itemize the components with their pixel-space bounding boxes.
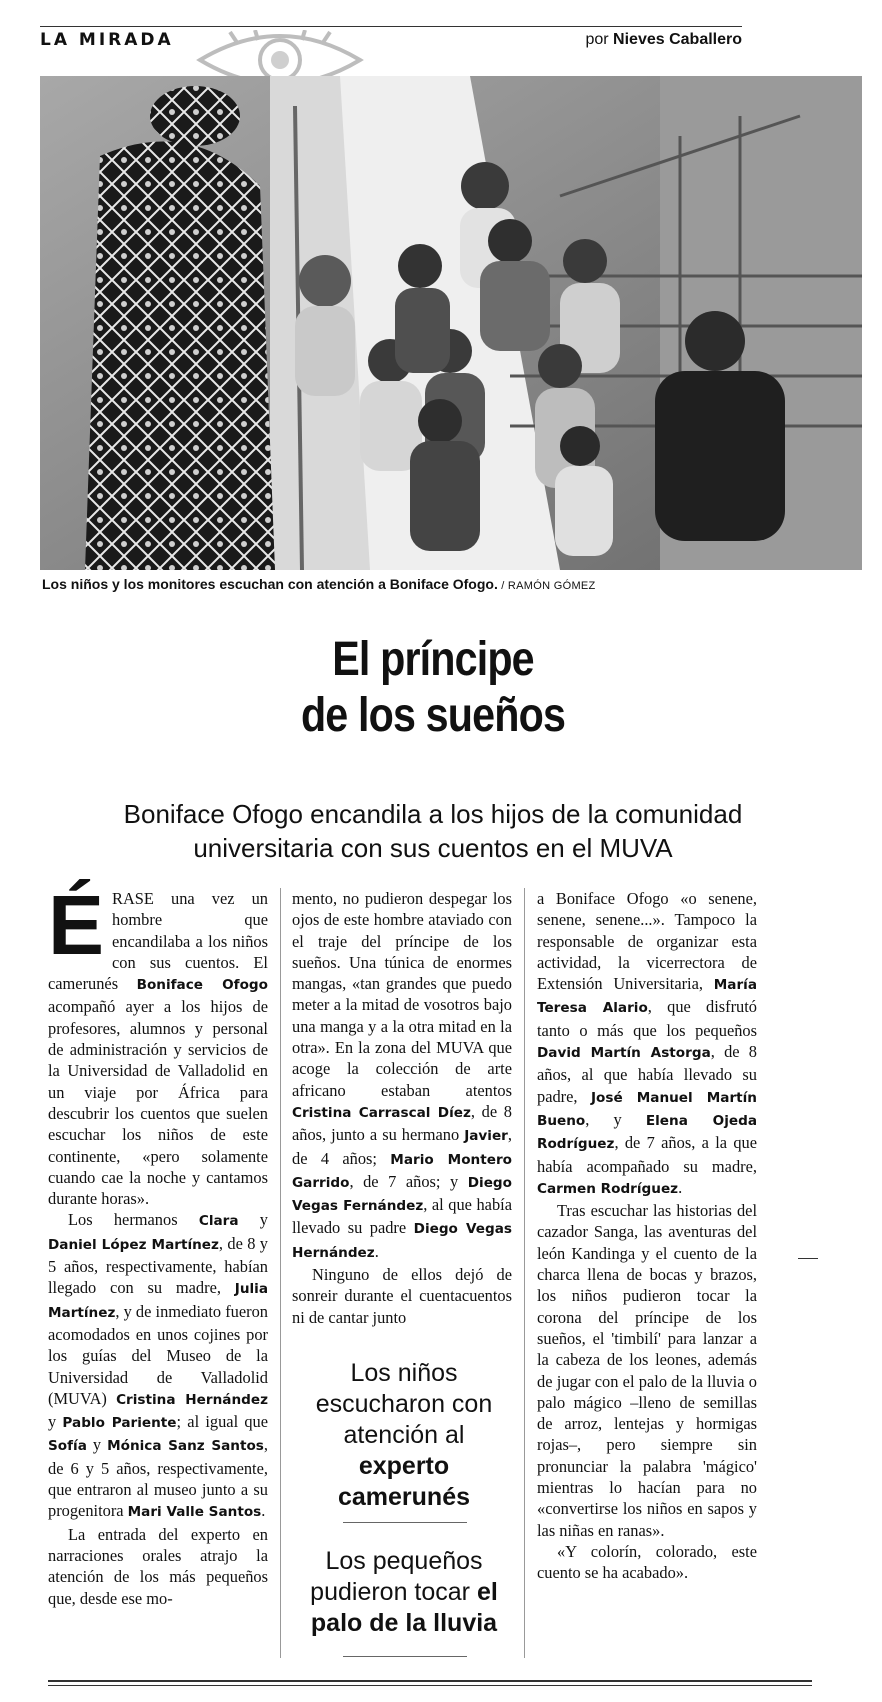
paragraph: Tras escuchar las historias del cazador Sanga, las aventuras del león Kandinga y el cuento de la charca llena de bocas y brazos, los niños pudieron tocar la corona del príncipe de los sueños, el 'timbilí' para lanzar a la cabeza de los leones, además de jugar con el palo de la lluvia o palo mágico –lleno de semillas de arroz, lentejas y hormigas rojas–, pero siempre sin pronunciar la palabra 'mágico' mientras lo hacían para no «convertirse los niños en sapos y las niñas en ranas».: [537, 1201, 757, 1540]
column-divider: [524, 888, 525, 1658]
paragraph: Los hermanos Clara y Daniel López Martínez, de 8 y 5 años, respectivamente, habían llegado con su madre, Julia Martínez, y de inmediato fueron acomodados en unos cojines por los guías del Museo de la Universidad de Valladolid (MUVA) Cristina Hernández y Pablo Pariente; al igual que Sofía y Mónica Sanz Santos, de 6 y 5 años, respectivamente, que entraron al museo junto a su progenitora Mari Valle Santos.: [48, 1210, 269, 1521]
paragraph: Ninguno de ellos dejó de sonreir durante el cuentacuentos ni de cantar junto: [292, 1265, 512, 1327]
paragraph: a Boniface Ofogo «o senene, senene, senene...». Tampoco la responsable de organizar esta actividad, la vicerrectora de Extensión Universitaria, María Teresa Alario, que disfrutó tanto o más que los pequeños David Martín Astorga, de 8 años, al que había llevado su padre, José Manuel Martín Bueno, y Elena Ojeda Rodríguez, de 7 años, a la que había acompañado su madre, Carmen Rodríguez.: [537, 889, 757, 1197]
section-label: LA MIRADA: [40, 30, 174, 50]
headline: El príncipe de los sueños: [300, 633, 566, 742]
byline: por Nieves Caballero: [585, 31, 742, 48]
bottom-rule: [48, 1685, 812, 1686]
bottom-rule: [48, 1680, 812, 1682]
article-column-1: [48, 878, 269, 1609]
page-header: [40, 26, 740, 52]
pull-quote-rule: [343, 1522, 467, 1523]
column-divider: [280, 888, 281, 1658]
article-column-2: [292, 888, 512, 1328]
photo-credit: / RAMÓN GÓMEZ: [497, 580, 596, 592]
article-photo: [40, 76, 862, 570]
subheadline: Boniface Ofogo encandila a los hijos de la comunidad universitaria con sus cuentos en el MUVA: [123, 799, 743, 863]
pull-quote-rule: [343, 1656, 467, 1657]
margin-mark: [798, 1258, 818, 1259]
paragraph: ÉRASE una vez un hombre que encandilaba a los niños con sus cuentos. El camerunés Boniface Ofogo acompañó ayer a los hijos de profesores, alumnos y personal de administración y servicios de la Universidad de Valladolid en un viaje por África para descubrir los cuentos que suelen escuchar los niños de este continente, «pero solamente cuando cae la noche y cantamos durante horas».: [48, 878, 268, 1209]
photo-caption: Los niños y los monitores escuchan con atención a Boniface Ofogo. / RAMÓN GÓMEZ: [42, 576, 596, 592]
author-name: Nieves Caballero: [613, 31, 742, 48]
paragraph: «Y colorín, colorado, este cuento se ha acabado».: [537, 1541, 757, 1583]
article-column-3: [537, 888, 757, 1584]
drop-cap: É: [48, 878, 105, 972]
paragraph: La entrada del experto en narraciones orales atrajo la atención de los más pequeños que, desde ese mo-: [48, 1524, 268, 1608]
pull-quote-1: Los niños escucharon con atención al experto camerunés: [315, 1359, 493, 1511]
pull-quote-2: Los pequeños pudieron tocar el palo de la lluvia: [310, 1547, 498, 1637]
paragraph: mento, no pudieron despegar los ojos de este hombre ataviado con el traje del príncipe de los sueños. Una túnica de enormes mangas, «tan grandes que puedo meter a la mitad de vosotros bajo una manga y a la otra mitad en la otra». En la zona del MUVA que acoge la colección de arte africano estaban atentos Cristina Carrascal Díez, de 8 años, junto a su hermano Javier, de 4 años; Mario Montero Garrido, de 7 años; y Diego Vegas Fernández, al que había llevado su padre Diego Vegas Hernández.: [292, 889, 512, 1261]
